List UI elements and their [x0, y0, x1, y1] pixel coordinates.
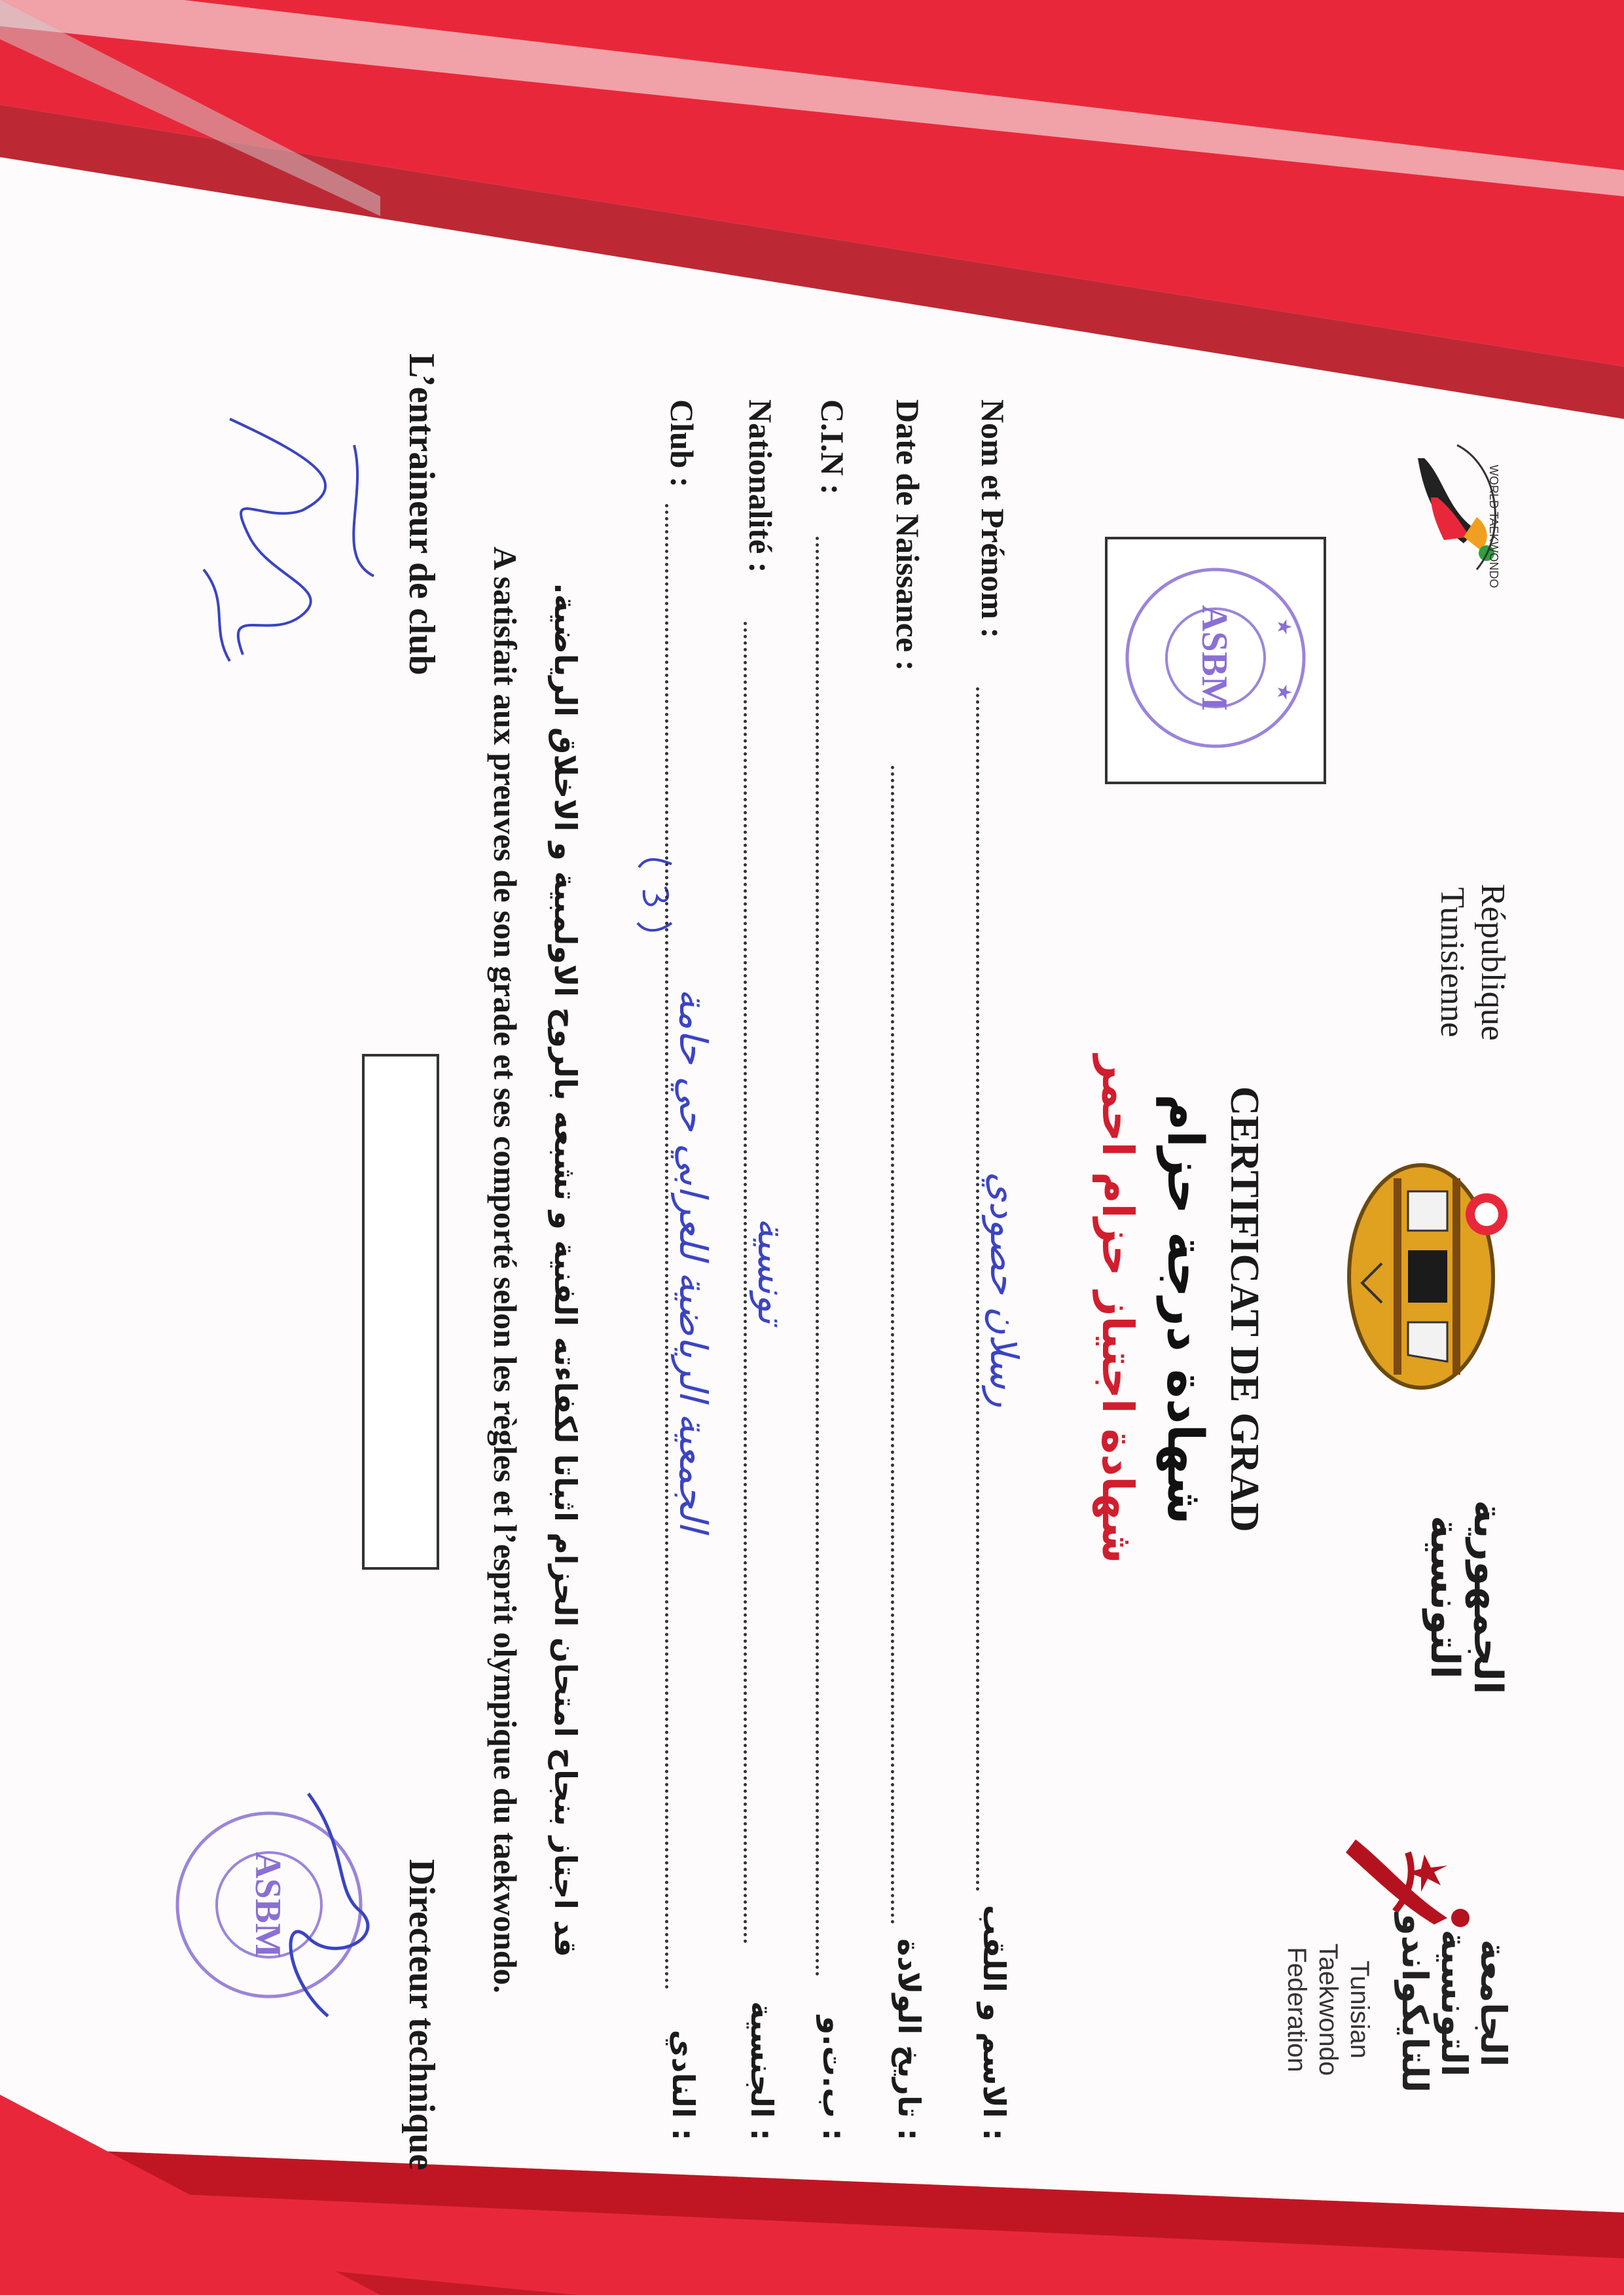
svg-text:★: ★ [1272, 683, 1295, 701]
republic-ar-line2: التونسية [1422, 1515, 1468, 1679]
club-stamp [1113, 539, 1324, 776]
director-stamp-text: ASBM [247, 1852, 288, 1958]
field-cin [806, 399, 852, 2141]
field-club [655, 399, 715, 2141]
federation-name-ar [1395, 1898, 1513, 2108]
photo-box [1105, 537, 1326, 784]
field-nationality-handwritten: تونسية [749, 1218, 794, 1324]
certificate-subtitle-ar: شهادة اجتياز حزام احمر [1092, 1055, 1143, 1564]
republic-name-ar [1423, 1479, 1509, 1715]
field-club-handwritten: الجمعية الرياضية للعرابي حي حامة [671, 988, 715, 1532]
field-name-handwritten: رسلان حصودي [982, 1172, 1026, 1407]
statement-ar: قد اجتاز بنجاح امتحان الحزام اثباتا لكفاءته الفنية و تشبعه بالروح الاولمبية و الاخلاق الرياضية. [548, 583, 583, 1957]
federation-ar-line2: التونسية [1434, 1929, 1475, 2077]
field-nationality-label-ar: : الجنسية [744, 2001, 780, 2141]
field-birthdate-label-fr: Date de Naissance : [890, 399, 926, 672]
field-name [966, 399, 1026, 2141]
field-cin-dotted-line [816, 537, 852, 1977]
federation-en-line2: Taekwondo [1314, 1943, 1343, 2076]
federation-ar-line1: الجامعة [1473, 1939, 1514, 2067]
world-taekwondo-logo [1385, 419, 1516, 589]
coat-of-arms-emblem [1343, 1152, 1513, 1401]
federation-name-en [1281, 1918, 1375, 2101]
federation-ar-line3: للتايكواندو [1394, 1913, 1435, 2093]
field-cin-label-ar: : ب.ت.و [816, 2015, 852, 2141]
technical-director-stamp [164, 1767, 387, 2042]
field-nationality [734, 399, 794, 2141]
certificate-title-fr: CERTIFICAT DE GRAD [1222, 1086, 1267, 1532]
field-name-label-fr: Nom et Prénom : [975, 399, 1011, 639]
field-name-label-ar: : الاسم و اللقب [977, 1905, 1012, 2141]
federation-en-line1: Tunisian [1345, 1961, 1374, 2059]
field-cin-label-fr: C.I.N : [814, 399, 851, 495]
field-nationality-label-fr: Nationalité : [742, 399, 779, 573]
republic-ar-line1: الجمهورية [1465, 1500, 1511, 1695]
statement-fr: A satisfait aux preuves de son grade et ses comporté selon les règles et l’esprit olympique du taekwondo. [487, 546, 524, 1994]
republic-name-fr [1432, 844, 1513, 1080]
technical-director-label: Directeur technique [401, 1859, 442, 2171]
svg-text:★: ★ [1272, 618, 1295, 636]
coach-signature-label: L’entraineur de club [401, 353, 442, 676]
certificate-title-ar: شهادة درجة حزام [1157, 1094, 1215, 1525]
federation-en-line3: Federation [1282, 1947, 1311, 2072]
field-club-label-ar: : النادي [666, 2029, 701, 2141]
field-birthdate [881, 399, 927, 2141]
republic-fr-line2: Tunisienne [1434, 887, 1471, 1038]
coach-signature [184, 406, 393, 681]
world-taekwondo-text: WORLD TAEKWONDO [1487, 465, 1500, 588]
blank-field-box [362, 1054, 439, 1570]
field-birthdate-dotted-line [891, 766, 927, 1925]
republic-fr-line1: République [1474, 884, 1511, 1041]
field-birthdate-label-ar: : تاريخ الولادة [892, 1938, 927, 2141]
stamp-center-text: ASBM [1194, 605, 1235, 711]
field-club-label-fr: Club : [664, 399, 700, 488]
